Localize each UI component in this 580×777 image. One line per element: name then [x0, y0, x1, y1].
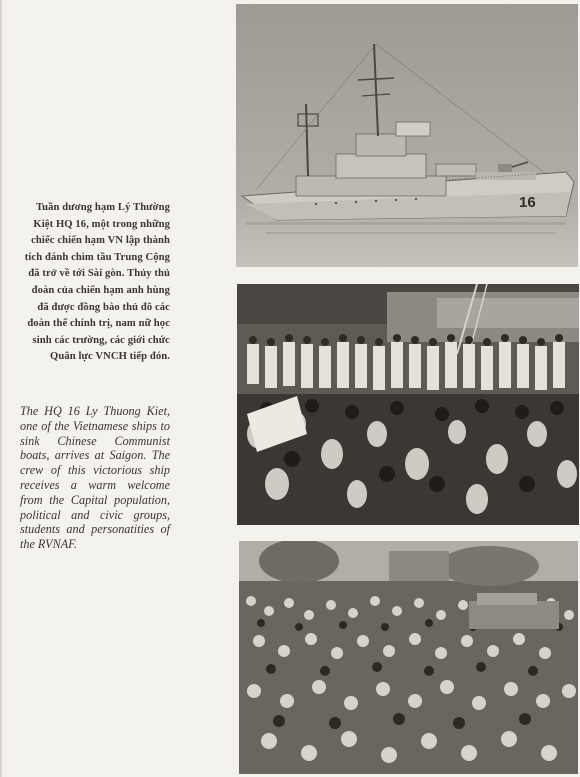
vietnamese-caption: Tuần dương hạm Lý Thường Kiệt HQ 16, một trong những chiếc chiến hạm VN lập thành tích đánh chìm tầu Trung Cộng đã trở về tới Sài gòn. Thủy thủ đoàn của chiến hạm anh hùng đã được đồng bào thủ đô các đoàn thể chính trị, nam nữ học sinh các trường, các giới chức Quân lực VNCH tiếp đón.	[24, 202, 170, 363]
crew-welcome-image	[237, 284, 579, 525]
crew-welcome-photo	[237, 284, 579, 525]
crowd-photo	[239, 541, 578, 774]
english-caption: The HQ 16 Ly Thuong Kiet, one of the Vietnamese ships to sink Chinese Communist boats, arrives at Saigon. The crew of this victorious ship receives a warm welcome from the Capital population, political and civic groups, students and personatities of the RVNAF.	[20, 403, 170, 552]
warship-image	[236, 4, 578, 267]
hull-number: 16	[519, 194, 536, 211]
crowd-image	[239, 541, 578, 774]
warship-photo	[236, 4, 578, 267]
caption-column	[20, 200, 170, 552]
